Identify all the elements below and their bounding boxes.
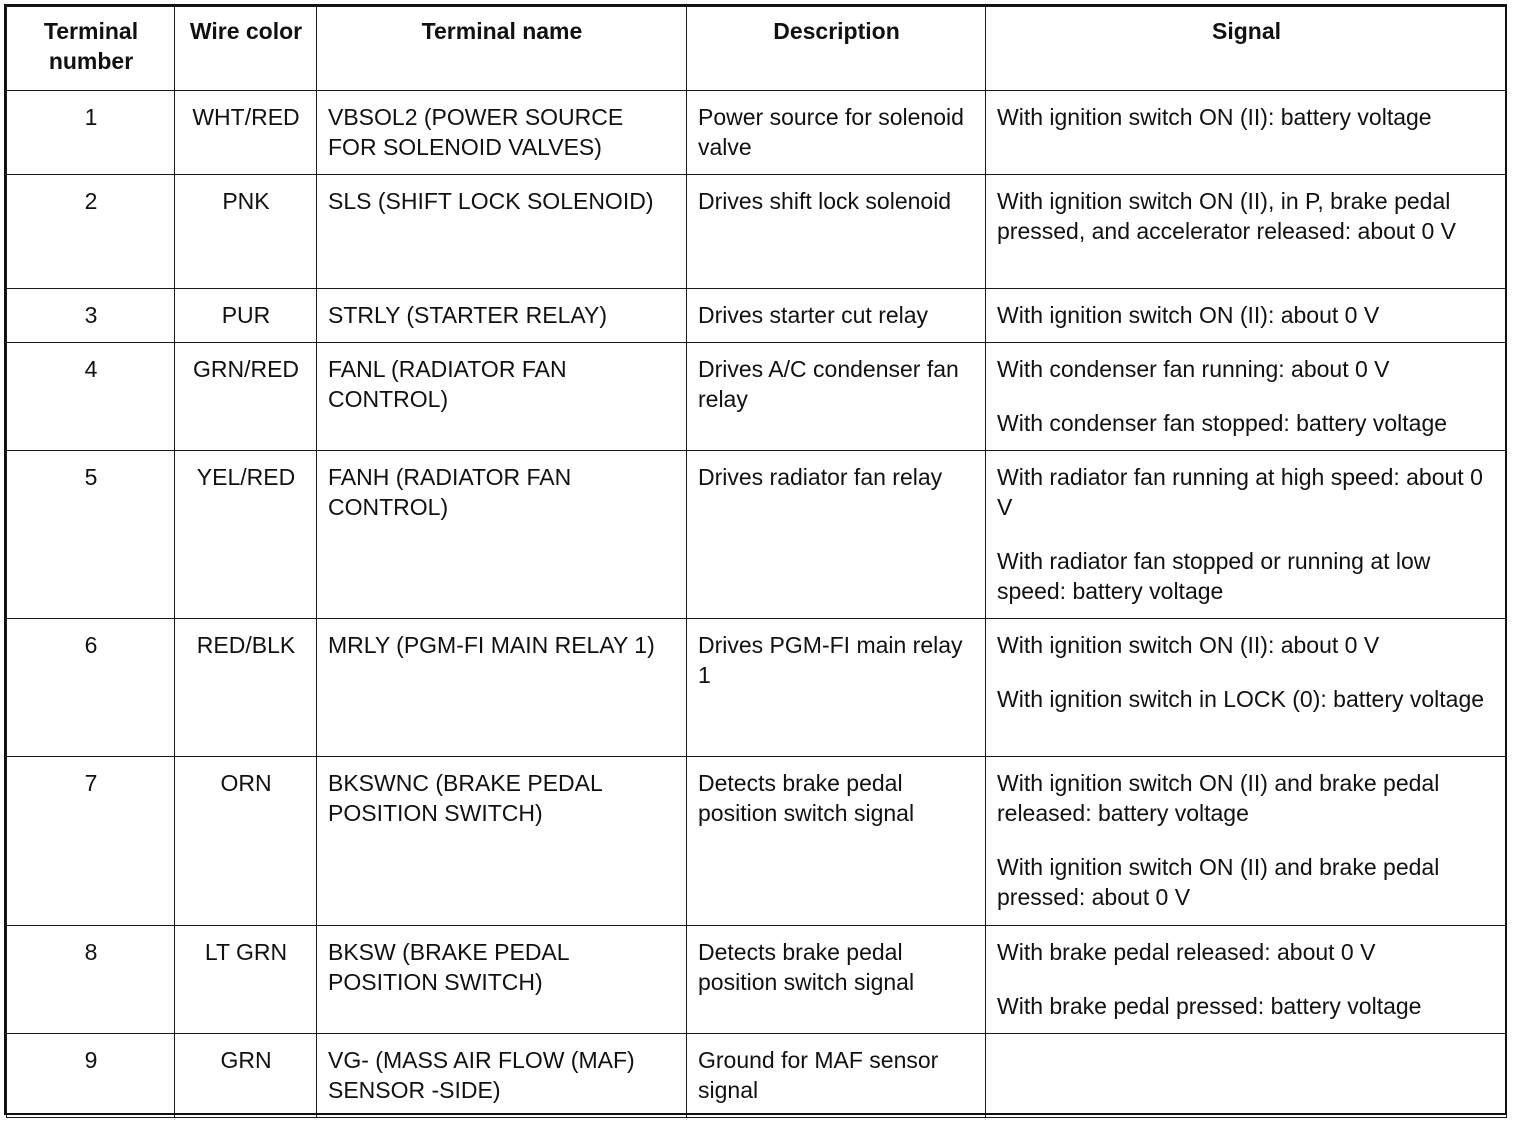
table-body [7,91,1507,1118]
signal-text: With brake pedal released: about 0 V [997,939,1376,965]
terminal-number-cell: 3 [7,289,175,343]
signal-text: With ignition switch ON (II): about 0 V [997,632,1380,658]
terminal-name-cell: BKSWNC (BRAKE PEDAL POSITION SWITCH) [317,757,687,926]
signal-text: With radiator fan stopped or running at low speed: battery voltage [997,548,1431,604]
terminal-name-cell: VBSOL2 (POWER SOURCE FOR SOLENOID VALVES) [317,91,687,175]
header-terminal-number: Terminal number [7,7,175,91]
terminal-name-cell: STRLY (STARTER RELAY) [317,289,687,343]
signal-cell [986,343,1507,451]
table-row [7,343,1507,451]
wire-color-cell: LT GRN [175,926,317,1034]
terminal-number-cell: 4 [7,343,175,451]
wire-color-cell: GRN [175,1034,317,1118]
terminal-name-cell: MRLY (PGM-FI MAIN RELAY 1) [317,619,687,757]
wire-color-cell: ORN [175,757,317,926]
signal-cell [986,757,1507,926]
terminal-number-cell: 5 [7,451,175,619]
signal-text: With radiator fan running at high speed: about 0 V [997,464,1483,520]
terminal-name-cell: VG- (MASS AIR FLOW (MAF) SENSOR -SIDE) [317,1034,687,1118]
terminal-name-cell: FANL (RADIATOR FAN CONTROL) [317,343,687,451]
description-cell: Drives radiator fan relay [687,451,986,619]
description-cell: Drives starter cut relay [687,289,986,343]
terminal-name-cell: SLS (SHIFT LOCK SOLENOID) [317,175,687,289]
wire-color-cell: GRN/RED [175,343,317,451]
table-row [7,289,1507,343]
terminal-number-cell: 7 [7,757,175,926]
header-row [7,7,1507,91]
description-cell: Ground for MAF sensor signal [687,1034,986,1118]
signal-cell [986,175,1507,289]
wire-color-cell: WHT/RED [175,91,317,175]
description-cell: Power source for solenoid valve [687,91,986,175]
signal-text: With condenser fan stopped: battery voltage [997,410,1448,436]
wire-color-cell: PNK [175,175,317,289]
terminal-number-cell: 1 [7,91,175,175]
description-cell: Drives A/C condenser fan relay [687,343,986,451]
header-description: Description [687,7,986,91]
table-row [7,1034,1507,1118]
description-cell: Drives shift lock solenoid [687,175,986,289]
signal-text: With condenser fan running: about 0 V [997,356,1390,382]
header-signal: Signal [986,7,1507,91]
wire-color-cell: YEL/RED [175,451,317,619]
table-row [7,451,1507,619]
header-wire-color: Wire color [175,7,317,91]
table-row [7,757,1507,926]
terminal-number-cell: 6 [7,619,175,757]
signal-text: With ignition switch ON (II): battery voltage [997,104,1432,130]
signal-text: With ignition switch ON (II) and brake pedal pressed: about 0 V [997,854,1440,910]
signal-text: With ignition switch ON (II): about 0 V [997,302,1380,328]
terminal-table [6,6,1507,1118]
signal-cell [986,451,1507,619]
wire-color-cell: PUR [175,289,317,343]
terminal-number-cell: 8 [7,926,175,1034]
description-cell: Drives PGM-FI main relay 1 [687,619,986,757]
table-row [7,926,1507,1034]
signal-text: With brake pedal pressed: battery voltage [997,993,1422,1019]
header-terminal-name: Terminal name [317,7,687,91]
signal-cell [986,619,1507,757]
terminal-name-cell: BKSW (BRAKE PEDAL POSITION SWITCH) [317,926,687,1034]
signal-cell [986,926,1507,1034]
table-row [7,619,1507,757]
signal-cell [986,1034,1507,1118]
table-row [7,91,1507,175]
terminal-name-cell: FANH (RADIATOR FAN CONTROL) [317,451,687,619]
terminal-number-cell: 9 [7,1034,175,1118]
description-cell: Detects brake pedal position switch signal [687,757,986,926]
table-row [7,175,1507,289]
signal-cell [986,289,1507,343]
terminal-number-cell: 2 [7,175,175,289]
wire-color-cell: RED/BLK [175,619,317,757]
signal-text: With ignition switch ON (II), in P, brake pedal pressed, and accelerator released: about 0 V [997,188,1457,244]
signal-text: With ignition switch in LOCK (0): battery voltage [997,686,1485,712]
signal-text: With ignition switch ON (II) and brake pedal released: battery voltage [997,770,1440,826]
signal-cell [986,91,1507,175]
description-cell: Detects brake pedal position switch signal [687,926,986,1034]
